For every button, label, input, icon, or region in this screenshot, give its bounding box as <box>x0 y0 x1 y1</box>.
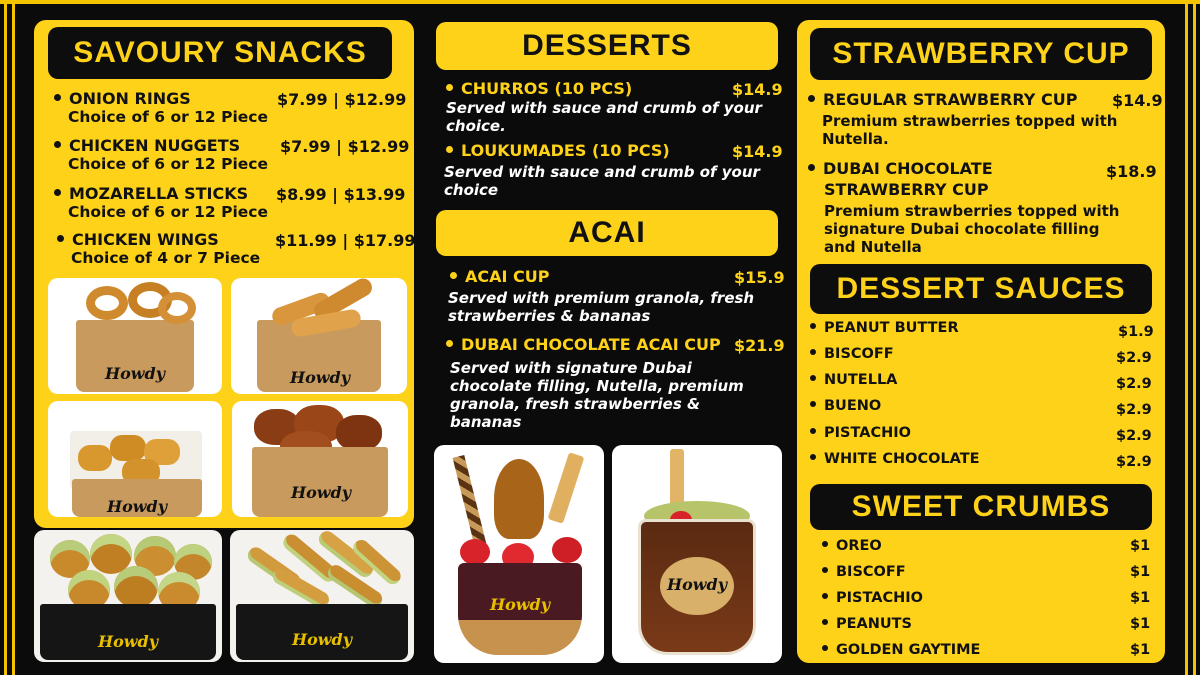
bullet-icon <box>54 141 61 148</box>
item-sub: Choice of 6 or 12 Piece <box>68 155 268 173</box>
food-box <box>252 447 388 517</box>
item-desc: Served with sauce and crumb of your choice. <box>446 99 762 135</box>
item-sub: Choice of 4 or 7 Piece <box>71 249 261 267</box>
crumb-row <box>822 616 912 632</box>
frame-line-left-inner <box>12 0 15 675</box>
crumb-row <box>822 590 923 606</box>
item-price: $11.99 | $17.99 <box>275 231 416 250</box>
dessert-sauces-title: DESSERT SAUCES <box>810 264 1152 314</box>
bullet-icon <box>54 189 61 196</box>
sauce-row <box>810 372 897 388</box>
item-name: CHICKEN WINGS <box>72 230 219 249</box>
sauce-row <box>810 398 881 414</box>
crumb-name: GOLDEN GAYTIME <box>836 642 981 658</box>
howdy-logo: Howdy <box>106 497 168 516</box>
cone-stick-shape <box>548 452 585 524</box>
sauce-row <box>810 425 911 441</box>
onion-ring-shape <box>86 286 128 320</box>
item-sub: Choice of 6 or 12 Piece <box>68 203 268 221</box>
crumb-name: OREO <box>836 538 882 554</box>
item-price: $8.99 | $13.99 <box>276 185 406 204</box>
strawberry-shape <box>552 537 582 563</box>
sauce-price: $2.9 <box>1116 350 1152 366</box>
bullet-icon <box>54 94 61 101</box>
crumb-name: PEANUTS <box>836 616 912 632</box>
item-price: $7.99 | $12.99 <box>277 90 407 109</box>
frame-line-top <box>0 0 1200 4</box>
sweet-crumbs-title: SWEET CRUMBS <box>810 484 1152 530</box>
strawberry-shape <box>460 539 490 565</box>
sauce-name: BISCOFF <box>824 346 894 362</box>
bullet-icon <box>446 340 453 347</box>
item-name: DUBAI CHOCOLATE <box>823 159 993 178</box>
sauce-price: $2.9 <box>1116 454 1152 470</box>
item-desc: Served with premium granola, fresh strawberries & bananas <box>448 289 755 325</box>
swirl-shape <box>494 459 544 539</box>
item-name: ONION RINGS <box>69 89 191 108</box>
bullet-icon <box>822 619 828 625</box>
photo-chicken-wings <box>232 401 408 517</box>
sauce-price: $2.9 <box>1116 376 1152 392</box>
crumb-price: $1 <box>1130 538 1151 554</box>
sauce-price: $2.9 <box>1116 428 1152 444</box>
bullet-icon <box>822 645 828 651</box>
item-name: DUBAI CHOCOLATE ACAI CUP <box>461 335 721 354</box>
howdy-logo: Howdy <box>289 368 351 387</box>
wafer-stick-shape <box>453 455 488 551</box>
photo-dubai-strawberry-cup <box>612 445 782 663</box>
menu-item-regular-strawberry-cup <box>808 91 1077 109</box>
crumb-price: $1 <box>1130 616 1151 632</box>
item-desc: Served with signature Dubai chocolate filling, Nutella, premium granola, fresh strawberries & bananas <box>450 359 744 431</box>
bullet-icon <box>810 375 816 381</box>
item-price: $18.9 <box>1106 162 1157 181</box>
savoury-snacks-title: SAVOURY SNACKS <box>48 27 392 79</box>
item-price: $14.9 <box>732 142 783 161</box>
photo-acai-cup <box>434 445 604 663</box>
item-name: REGULAR STRAWBERRY CUP <box>823 90 1078 109</box>
crumb-price: $1 <box>1130 590 1151 606</box>
item-name-line2: STRAWBERRY CUP <box>824 180 989 199</box>
bullet-icon <box>808 164 815 171</box>
howdy-logo: Howdy <box>97 632 159 651</box>
item-name: LOUKUMADES (10 PCS) <box>461 141 670 160</box>
sauce-name: NUTELLA <box>824 372 898 388</box>
photo-mozarella-sticks <box>231 278 407 394</box>
bullet-icon <box>446 84 453 91</box>
item-desc: Premium strawberries topped with signature Dubai chocolate filling and Nutella <box>824 202 1120 256</box>
item-price: $7.99 | $12.99 <box>280 137 410 156</box>
sauce-price: $2.9 <box>1116 402 1152 418</box>
menu-item-onion-rings <box>54 90 268 126</box>
photo-churros <box>230 530 414 662</box>
sauce-row <box>810 346 894 362</box>
howdy-logo: Howdy <box>104 364 166 383</box>
crumb-name: PISTACHIO <box>836 590 923 606</box>
crumb-name: BISCOFF <box>836 564 906 580</box>
item-name: CHICKEN NUGGETS <box>69 136 241 155</box>
onion-ring-shape <box>158 292 196 324</box>
bullet-icon <box>57 235 64 242</box>
menu-item-dubai-chocolate-acai-cup <box>446 336 721 354</box>
howdy-logo: Howdy <box>290 483 352 502</box>
bullet-icon <box>822 593 828 599</box>
crumb-row <box>822 564 906 580</box>
item-name: CHURROS (10 PCS) <box>461 79 633 98</box>
nugget-shape <box>110 435 146 461</box>
item-name: ACAI CUP <box>465 267 550 286</box>
item-price: $14.9 <box>732 80 783 99</box>
sauce-name: PEANUT BUTTER <box>824 320 959 336</box>
desserts-title: DESSERTS <box>436 22 778 70</box>
puff-shape <box>114 566 158 608</box>
acai-title: ACAI <box>436 210 778 256</box>
menu-item-mozarella-sticks <box>54 185 268 221</box>
bullet-icon <box>810 401 816 407</box>
item-price: $21.9 <box>734 336 785 355</box>
item-desc: Premium strawberries topped with Nutella. <box>822 112 1118 148</box>
sauce-name: WHITE CHOCOLATE <box>824 451 980 467</box>
photo-loukumades <box>34 530 222 662</box>
sauce-name: PISTACHIO <box>824 425 911 441</box>
item-name: MOZARELLA STICKS <box>69 184 249 203</box>
photo-onion-rings <box>48 278 222 394</box>
sauce-row <box>810 320 959 336</box>
crumb-row <box>822 538 882 554</box>
howdy-logo: Howdy <box>489 595 551 614</box>
sauce-row <box>810 451 980 467</box>
strawberry-cup-title: STRAWBERRY CUP <box>810 28 1152 80</box>
photo-chicken-nuggets <box>48 401 222 517</box>
crumb-row <box>822 642 980 658</box>
bullet-icon <box>808 95 815 102</box>
bullet-icon <box>810 428 816 434</box>
wing-shape <box>336 415 382 451</box>
bullet-icon <box>810 323 816 329</box>
crumb-price: $1 <box>1130 564 1151 580</box>
menu-item-chicken-nuggets <box>54 137 268 173</box>
item-desc: Served with sauce and crumb of your choice <box>444 163 760 199</box>
nugget-shape <box>78 445 112 471</box>
menu-item-dubai-chocolate-strawberry-cup <box>808 160 993 178</box>
sauce-price: $1.9 <box>1118 324 1154 340</box>
bullet-icon <box>810 349 816 355</box>
howdy-logo: Howdy <box>291 630 353 649</box>
bullet-icon <box>822 567 828 573</box>
item-sub: Choice of 6 or 12 Piece <box>68 108 268 126</box>
item-price: $15.9 <box>734 268 785 287</box>
sauce-name: BUENO <box>824 398 882 414</box>
menu-item-loukumades <box>446 142 670 160</box>
menu-item-acai-cup <box>450 268 550 286</box>
howdy-logo: Howdy <box>666 575 728 594</box>
menu-item-chicken-wings <box>57 231 260 267</box>
crumb-price: $1 <box>1130 642 1151 658</box>
frame-line-left-outer <box>4 0 7 675</box>
frame-line-right-outer <box>1193 0 1196 675</box>
bullet-icon <box>446 146 453 153</box>
bullet-icon <box>822 541 828 547</box>
bullet-icon <box>810 454 816 460</box>
frame-line-right-inner <box>1185 0 1188 675</box>
stick-shape <box>670 449 684 509</box>
menu-item-churros <box>446 80 632 98</box>
bullet-icon <box>450 272 457 279</box>
item-price: $14.9 <box>1112 91 1163 110</box>
